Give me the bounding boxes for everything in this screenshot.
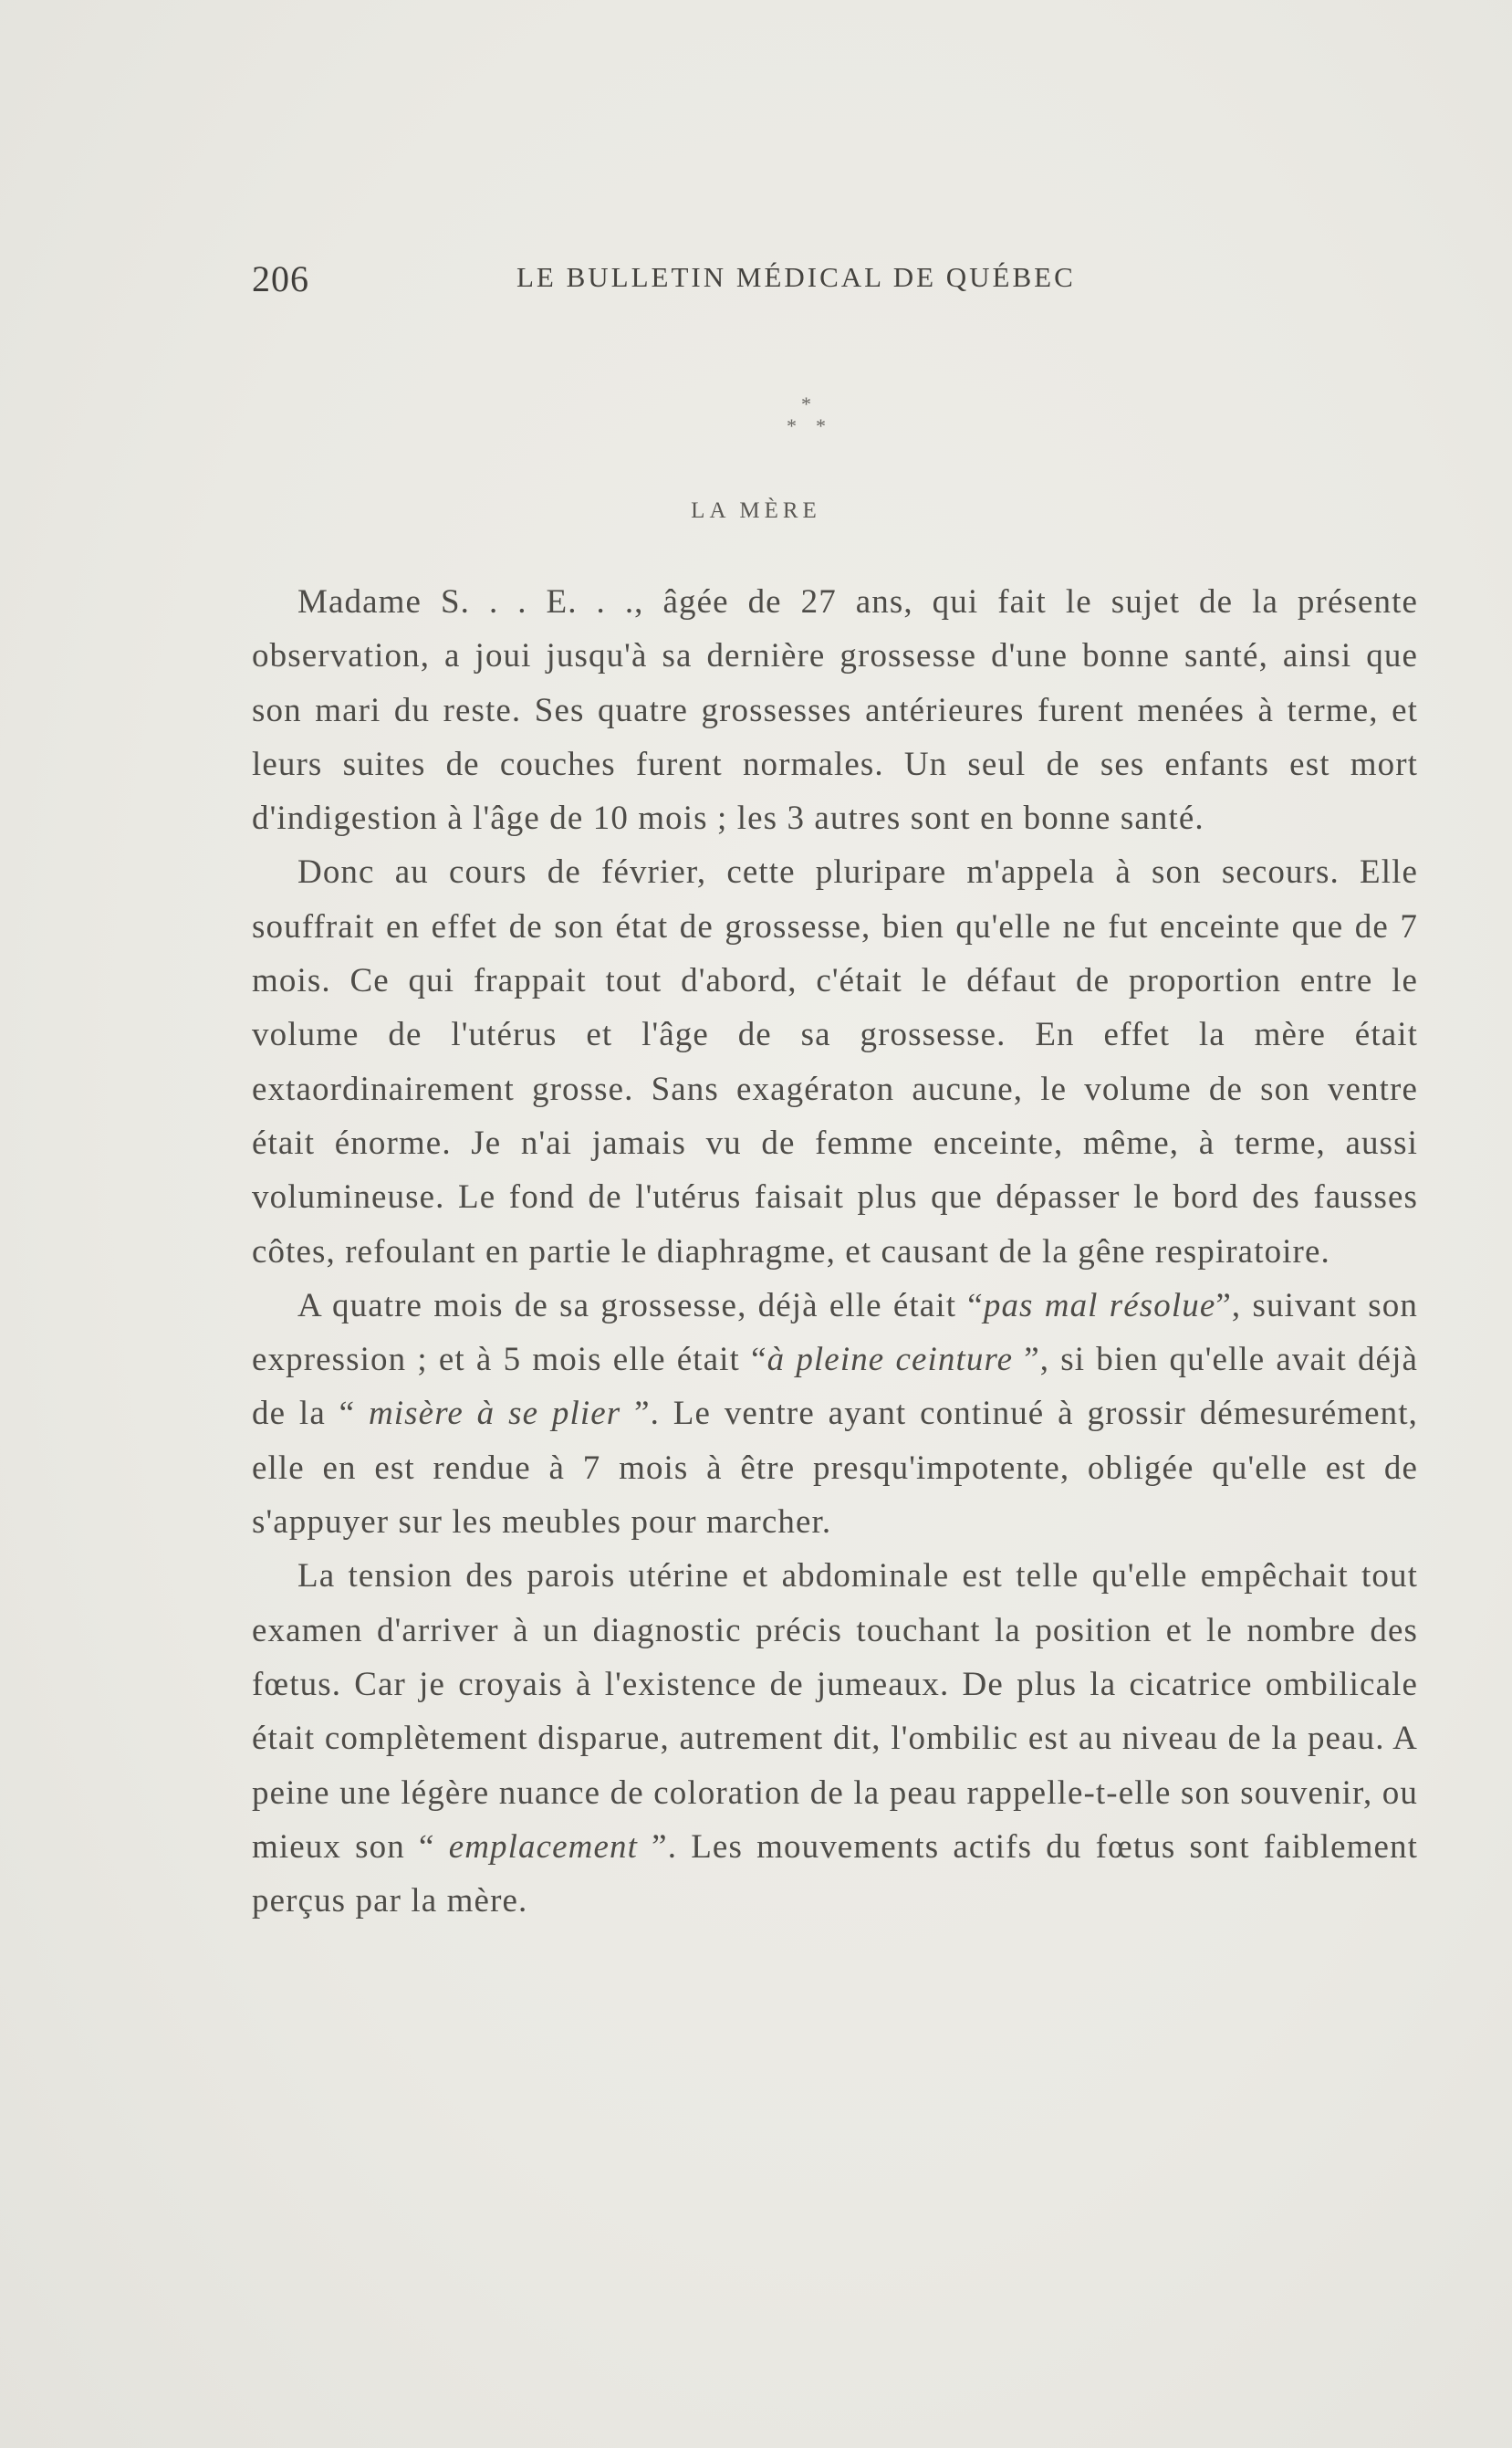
paragraph-text: A quatre mois de sa grossesse, déjà elle était “ — [297, 1286, 984, 1324]
section-heading: LA MÈRE — [691, 498, 821, 523]
paragraph — [252, 575, 1418, 845]
italic-quote: à pleine ceinture — [766, 1341, 1014, 1379]
paragraph-text: Donc au cours de février, cette pluripare m'appela à son secours. Elle souffrait en effet de son état de grossesse, bien qu'elle ne fut enceinte que de 7 mois. Ce qui frappait tout d'abord, c'était le défaut de proportion entre le volume de l'utérus et l'âge de sa grossesse. En effet la mère était extaordinairement grosse. Sans exagératon aucune, le volume de son ventre était énorme. Je n'ai jamais vu de femme enceinte, même, à terme, aussi volumineuse. Le fond de l'utérus faisait plus que dépasser le bord des fausses côtes, refoulant en partie le diaphragme, et causant de la gêne respiratoire. — [252, 853, 1418, 1271]
italic-quote: misère à se plier — [368, 1395, 621, 1433]
italic-quote: emplacement — [448, 1827, 639, 1866]
paragraph — [252, 845, 1418, 1278]
page-number: 206 — [252, 258, 309, 299]
asterisk-icon: * — [787, 414, 797, 437]
paragraph — [252, 1279, 1418, 1549]
body-text — [252, 575, 1418, 1928]
asterism-ornament — [785, 394, 839, 449]
running-head — [252, 257, 1164, 303]
paragraph-text: La tension des parois utérine et abdominale est telle qu'elle empêchait tout examen d'arriver à un diagnostic précis touchant la position et le nombre des fœtus. Car je croyais à l'existence de jumeaux. De plus la cicatrice ombilicale était complètement disparue, autrement dit, l'ombilic est au niveau de la peau. A peine une légère nuance de coloration de la peau rappelle-t-elle son souvenir, ou mieux son “ — [252, 1557, 1418, 1866]
asterisk-icon: * — [801, 392, 811, 415]
journal-title: LE BULLETIN MÉDICAL DE QUÉBEC — [516, 261, 1076, 293]
paragraph-text: ”. Le ventre ayant continué à grossir démesurément, elle en est rendue à 7 mois à être presqu'impotente, obligée qu'elle est de s'appuyer sur les meubles pour marcher. — [252, 1395, 1418, 1542]
asterisk-icon: * — [816, 414, 826, 437]
paragraph-text: ”. Les mouvements actifs du fœtus sont faiblement perçus par la mère. — [252, 1827, 1418, 1920]
italic-quote: pas mal résolue — [983, 1286, 1216, 1324]
paragraph-text: ”, suivant son expression ; et à 5 mois elle était “ — [252, 1286, 1418, 1379]
paragraph-text: Madame S. . . E. . ., âgée de 27 ans, qui fait le sujet de la présente observation, a joui jusqu'à sa dernière grossesse d'une bonne santé, ainsi que son mari du reste. Ses quatre grossesses antérieures furent menées à terme, et leurs suites de couches furent normales. Un seul de ses enfants est mort d'indigestion à l'âge de 10 mois ; les 3 autres sont en bonne santé. — [252, 583, 1418, 838]
paragraph-text: ”, si bien qu'elle avait déjà de la “ — [252, 1341, 1418, 1433]
paragraph — [252, 1549, 1418, 1928]
